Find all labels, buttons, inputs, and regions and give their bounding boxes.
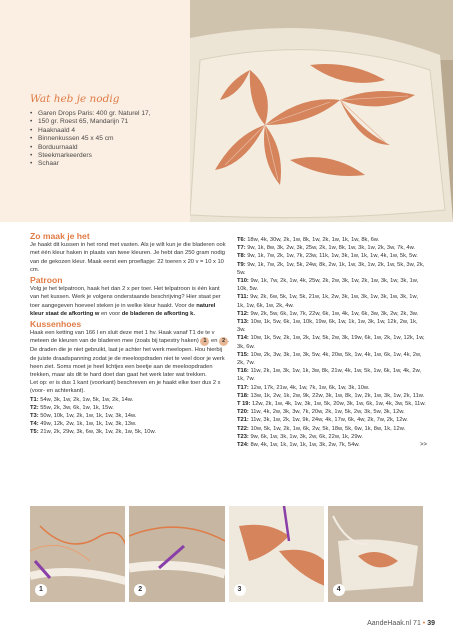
row-instruction — [237, 293, 427, 309]
note-paragraph: Let op: er is dus 1 kant (voorkant) beschreven en je haakt elke toer dus 2 x (voor- en achterkant). — [30, 380, 221, 395]
row-value: 49w, 12k, 2w, 1k, 1w, 1k, 1w, 3k, 13w. — [40, 421, 137, 428]
materials-panel — [0, 0, 190, 222]
row-label: T 19: — [237, 401, 251, 408]
row-instruction — [237, 310, 427, 318]
page-footer — [367, 620, 435, 627]
row-instruction — [30, 404, 230, 412]
row-instruction — [30, 420, 230, 428]
row-label: T11: — [237, 294, 249, 301]
materials-list — [30, 110, 151, 169]
row-label: T16: — [237, 368, 249, 375]
row-value: 54w, 3k, 1w, 2k, 1w, 5k, 1w, 2k, 14w. — [40, 396, 134, 403]
step-photo-4 — [328, 506, 423, 602]
row-instruction — [237, 351, 427, 367]
pattern-text: Volg je het telpatroon, haak het dan 2 x per toer. Het telpatroon is één kant van het kussen. Werk je volgens onderstaande beschrijving? Hier staat per toer aangegeven hoeveel steken je in welke kleur haakt. Voor de — [30, 286, 221, 309]
row-label: T10: — [237, 278, 249, 285]
row-value: 8w, 4k, 1w, 1k, 1w, 1k, 1w, 3k, 2w, 7k, 54w. — [250, 442, 360, 449]
pattern-text-2: en voor — [100, 310, 121, 317]
row-instruction — [237, 384, 427, 392]
heading-how-to: Zo maak je het — [30, 231, 90, 241]
row-instruction — [237, 441, 427, 449]
row-instruction — [237, 400, 427, 408]
row-value: 9w, 1k, 7w, 2k, 1w, 7k, 23w, 11k, 1w, 3k, 1w, 1k, 1w, 4k, 1w, 5k, 5w. — [247, 253, 418, 260]
row-value: 11w, 3k, 1w, 2k, 1w, 9k, 24w, 4k, 17w, 6k, 4w, 2k, 7w, 2k, 12w. — [250, 417, 408, 424]
row-instruction — [237, 408, 427, 416]
row-value: 9w, 2k, 6w, 5k, 1w, 5k, 21w, 1k, 2w, 3k, 1w, 3k, 1w, 3k, 1w, 3k, 1w, 1k, 1w, 6k, 1w, 2k, 4w. — [237, 294, 418, 309]
row-value: 55w, 2k, 3w, 6k, 1w, 1k, 15w. — [40, 404, 114, 411]
step-photos — [30, 506, 423, 602]
row-value: 9w, 1k, 7w, 2k, 1w, 5k, 24w, 8k, 2w, 1k, 1w, 3k, 1w, 2k, 1w, 5k, 3w, 2k, 5w. — [237, 261, 425, 276]
row-value: 50w, 10k, 1w, 2k, 1w, 1k, 1w, 3k, 14w. — [40, 413, 137, 420]
materials-title: Wat heb je nodig — [30, 93, 120, 105]
materials-item: • Schaar — [30, 160, 151, 168]
row-label: T20: — [237, 409, 249, 416]
cover-text: Haak een ketting van 166 l en sluit deze met 1 hv. Haak vanaf T1 de te v meteen de kleuren van de bladeren mee (zoals bij tapestry haken) — [30, 330, 215, 345]
materials-item: • Steekmarkeerders — [30, 152, 151, 160]
step-badge: 3 — [234, 584, 246, 596]
row-value: 9w, 1k, 8w, 3k, 2w, 3k, 25w, 2k, 1w, 8k, 1w, 3k, 1w, 2k, 3w, 7k, 4w. — [247, 245, 416, 252]
row-instruction — [237, 244, 427, 252]
row-label: T12: — [237, 310, 249, 317]
step-badge: 4 — [333, 584, 345, 596]
pattern-bold: naturel kleur staat de afkorting w — [30, 302, 216, 317]
row-value: 11w, 2k, 1w, 3k, 1w, 1k, 3w, 8k, 21w, 4k, 1w, 5k, 1w, 6k, 1w, 4k, 2w, 1k, 7w. — [237, 368, 422, 383]
heading-pattern: Patroon — [30, 275, 63, 286]
row-value: 12w, 17k, 21w, 4k, 1w, 7k, 1w, 6k, 1w, 3k, 10w. — [250, 384, 370, 391]
pillow-illustration — [190, 0, 453, 222]
page-number: 39 — [427, 620, 435, 627]
step-photo-2 — [129, 506, 224, 602]
row-value: 10w, 2k, 3w, 3k, 1w, 3k, 5w, 4k, 20w, 5k, 1w, 4k, 1w, 6k, 1w, 4k, 2w, 2k, 7w. — [237, 351, 422, 367]
row-label: T8: — [237, 253, 246, 260]
materials-item: • Haaknaald 4 — [30, 127, 151, 135]
row-instruction — [237, 318, 427, 334]
step-photo-1 — [30, 506, 125, 602]
row-instruction — [237, 277, 427, 293]
materials-item: • Borduurnaald — [30, 144, 151, 152]
row-instruction — [237, 425, 427, 433]
instructions-left — [30, 230, 230, 437]
materials-item-cont: • 150 gr. Roest 65, Mandarijn 71 — [30, 118, 151, 126]
row-value: 13w, 1k, 2w, 1k, 2w, 9k, 22w, 3k, 1w, 8k, 1w, 2k, 1w, 3k, 1w, 2k, 11w. — [250, 392, 425, 399]
row-label: T21: — [237, 417, 249, 424]
row-label: T14: — [237, 335, 249, 342]
row-value: 10w, 1k, 5w, 2k, 1w, 2k, 1w, 5k, 2w, 3k, 19w, 6k, 1w, 2k, 1w, 12k, 1w, 3k, 6w. — [237, 335, 425, 350]
materials-item: • Garen Drops Paris: 400 gr. Naturel 17, — [30, 110, 151, 118]
cover-text-2: . De draden die je niet gebruikt, laat je achter het werk meelopen. Hou hierbij de juiste draadspanning zodat je de meeloopdraden niet te veel door je werk heen ziet. Soms moet je heel lichtjes een beetje aan de meeloopdraden trekken, maar als dit te hard doet dan gaat het werk later wat trekken. — [30, 338, 230, 379]
row-value: 12w, 2k, 1w, 4k, 1w, 3k, 1w, 5k, 20w, 3k, 1w, 6k, 1w, 4k, 3w, 5k, 11w. — [252, 401, 426, 408]
row-label: T7: — [237, 245, 246, 252]
row-instruction — [237, 392, 427, 400]
rows-right — [237, 236, 427, 449]
row-value: 9w, 1k, 7w, 2k, 1w, 4k, 25w, 2k, 2w, 3k, 1w, 2k, 1w, 3k, 1w, 3k, 1w, 10k, 5w. — [237, 278, 419, 293]
materials-item: • Binnenkussen 45 x 45 cm — [30, 135, 151, 143]
row-label: T13: — [237, 319, 249, 326]
heading-cover: Kussenhoes — [30, 319, 82, 330]
step-ref-2: 2 — [219, 337, 228, 346]
intro-paragraph: Je haakt dit kussen in het rond met vasten. Als je wilt kun je die bladeren ook met één kleur haken in plaats van twee kleuren. Je hebt dan 250 gram nodig van de gekozen kleur. Maak eerst een proeflapje: 22 toeren x 20 v = 10 x 10 cm. — [30, 242, 226, 273]
row-label: T24: — [237, 442, 249, 449]
row-value: 10w, 5k, 1w, 2k, 1w, 6k, 2w, 5k, 18w, 5k, 6w, 1k, 8w, 1k, 12w. — [250, 425, 406, 432]
row-label: T4: — [30, 421, 39, 428]
pattern-bold-2: de bladeren de afkorting k. — [121, 310, 195, 317]
row-label: T5: — [30, 429, 39, 436]
footer-bullet: • — [422, 620, 426, 627]
step-photo-3 — [229, 506, 324, 602]
row-value: 11w, 4k, 2w, 3k, 3w, 7k, 20w, 2k, 1w, 5k, 2w, 3k, 5w, 3k, 12w. — [250, 409, 405, 416]
row-instruction — [237, 416, 427, 424]
row-label: T22: — [237, 425, 249, 432]
continue-mark: >> — [419, 442, 427, 449]
pillow-photo — [190, 0, 453, 222]
row-value: 9w, 6k, 1w, 3k, 1w, 3k, 2w, 6k, 22w, 1k, 29w. — [250, 433, 363, 440]
row-instruction — [237, 367, 427, 383]
row-instruction — [237, 261, 427, 277]
row-instruction — [30, 428, 230, 436]
row-label: T6: — [237, 237, 246, 243]
cover-paragraph — [30, 329, 230, 379]
row-instruction — [237, 334, 427, 350]
row-instruction — [30, 396, 230, 404]
row-instruction — [30, 412, 230, 420]
instructions-right — [237, 236, 427, 449]
row-value: 9w, 2k, 5w, 6k, 1w, 7k, 22w, 6k, 1w, 4k, 1w, 6k, 3w, 3k, 2w, 2k, 3w. — [250, 310, 419, 317]
footer-site: AandeHaak.nl 71 — [367, 620, 421, 627]
row-value: 21w, 2k, 29w, 3k, 6w, 3k, 1w, 2k, 1w, 5k, 10w. — [40, 429, 156, 436]
step-badge: 1 — [35, 584, 47, 596]
row-instruction — [237, 236, 427, 244]
step-badge: 2 — [134, 584, 146, 596]
row-value: 10w, 1k, 5w, 6k, 1w, 10k, 19w, 6k, 1w, 1k, 1w, 3k, 1w, 12k, 2w, 1k, 3w. — [237, 319, 418, 334]
row-label: T18: — [237, 392, 249, 399]
step-ref-1: 1 — [200, 337, 209, 346]
row-value: 18w, 4k, 30w, 2k, 1w, 8k, 1w, 2k, 1w, 1k, 1w, 8k, 6w. — [247, 237, 380, 243]
row-label: T2: — [30, 404, 39, 411]
rows-left — [30, 396, 230, 437]
cover-and: en — [211, 338, 218, 345]
row-label: T23: — [237, 433, 249, 440]
pattern-paragraph — [30, 285, 230, 318]
row-label: T17: — [237, 384, 249, 391]
row-label: T9: — [237, 261, 246, 268]
row-instruction — [237, 433, 427, 441]
row-instruction — [237, 252, 427, 260]
row-label: T3: — [30, 413, 39, 420]
row-label: T15: — [237, 351, 249, 358]
row-label: T1: — [30, 396, 39, 403]
